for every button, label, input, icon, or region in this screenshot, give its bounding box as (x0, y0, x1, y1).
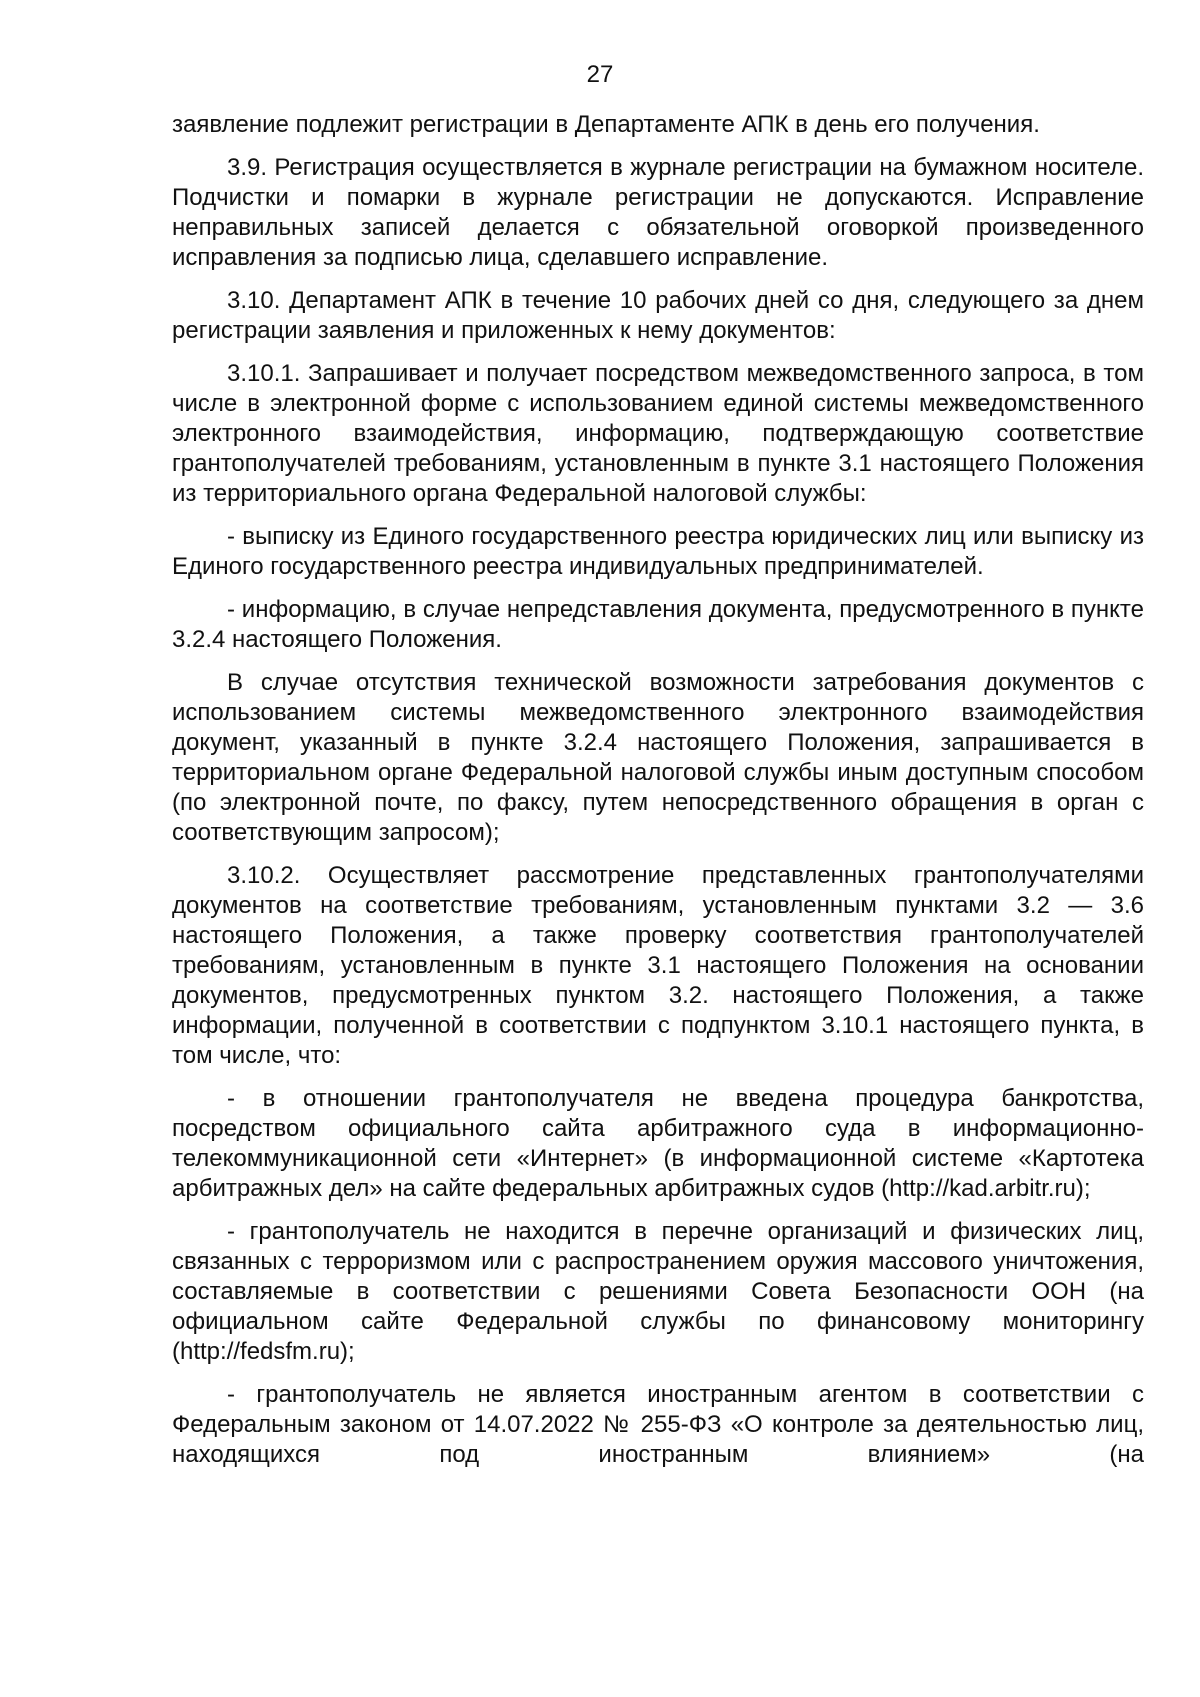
paragraph-3-8-continuation: заявление подлежит регистрации в Департаменте АПК в день его получения. (172, 111, 1040, 138)
page-number: 27 (586, 61, 614, 88)
paragraph-3-9: 3.9. Регистрация осуществляется в журнале регистрации на бумажном носителе. Подчистки и помарки в журнале регистрации не допускаются. Исправление неправильных записей делается с обязательной оговоркой произведенного исправления за подписью лица, сделавшего исправление. (172, 154, 1144, 271)
paragraph-3-10-1: 3.10.1. Запрашивает и получает посредством межведомственного запроса, в том числе в электронной форме с использованием единой системы межведомственного электронного взаимодействия, информацию, подтверждающую соответствие грантополучателей требованиям, установленным в пункте 3.1 настоящего Положения из территориального органа Федеральной налоговой службы: (172, 360, 1144, 507)
list-item-foreign-agent: - грантополучатель не является иностранным агентом в соответствии с Федеральным законом от 14.07.2022 № 255-ФЗ «О контроле за деятельностью лиц, находящихся под иностранным влиянием» (на (172, 1381, 1144, 1468)
list-item-terrorism-list: - грантополучатель не находится в перечне организаций и физических лиц, связанных с терроризмом или с распространением оружия массового уничтожения, составляемые в соответствии с решениями Совета Безопасности ООН (на официальном сайте Федеральной службы по финансовому мониторингу (http://fedsfm.ru); (172, 1218, 1144, 1365)
paragraph-3-10-2: 3.10.2. Осуществляет рассмотрение представленных грантополучателями документов на соответствие требованиям, установленным пунктами 3.2 — 3.6 настоящего Положения, а также проверку соответствия грантополучателей требованиям, установленным в пункте 3.1 настоящего Положения на основании документов, предусмотренных пунктом 3.2. настоящего Положения, а также информации, полученной в соответствии с подпунктом 3.10.1 настоящего пункта, в том числе, что: (172, 862, 1144, 1069)
list-item-bankruptcy: - в отношении грантополучателя не введена процедура банкротства, посредством официального сайта арбитражного суда в информационно-телекоммуникационной сети «Интернет» (в информационной системе «Картотека арбитражных дел» на сайте федеральных арбитражных судов (http://kad.arbitr.ru); (172, 1085, 1144, 1202)
paragraph-3-10: 3.10. Департамент АПК в течение 10 рабочих дней со дня, следующего за днем регистрации заявления и приложенных к нему документов: (172, 287, 1144, 344)
paragraph-no-technical-possibility: В случае отсутствия технической возможности затребования документов с использованием системы межведомственного электронного взаимодействия документ, указанный в пункте 3.2.4 настоящего Положения, запрашивается в территориальном органе Федеральной налоговой службы иным доступным способом (по электронной почте, по факсу, путем непосредственного обращения в орган с соответствующим запросом); (172, 669, 1144, 846)
document-body (172, 110, 1144, 1483)
list-item-information: - информацию, в случае непредставления документа, предусмотренного в пункте 3.2.4 настоящего Положения. (172, 596, 1144, 653)
list-item-egrul-extract: - выписку из Единого государственного реестра юридических лиц или выписку из Единого государственного реестра индивидуальных предпринимателей. (172, 523, 1144, 580)
